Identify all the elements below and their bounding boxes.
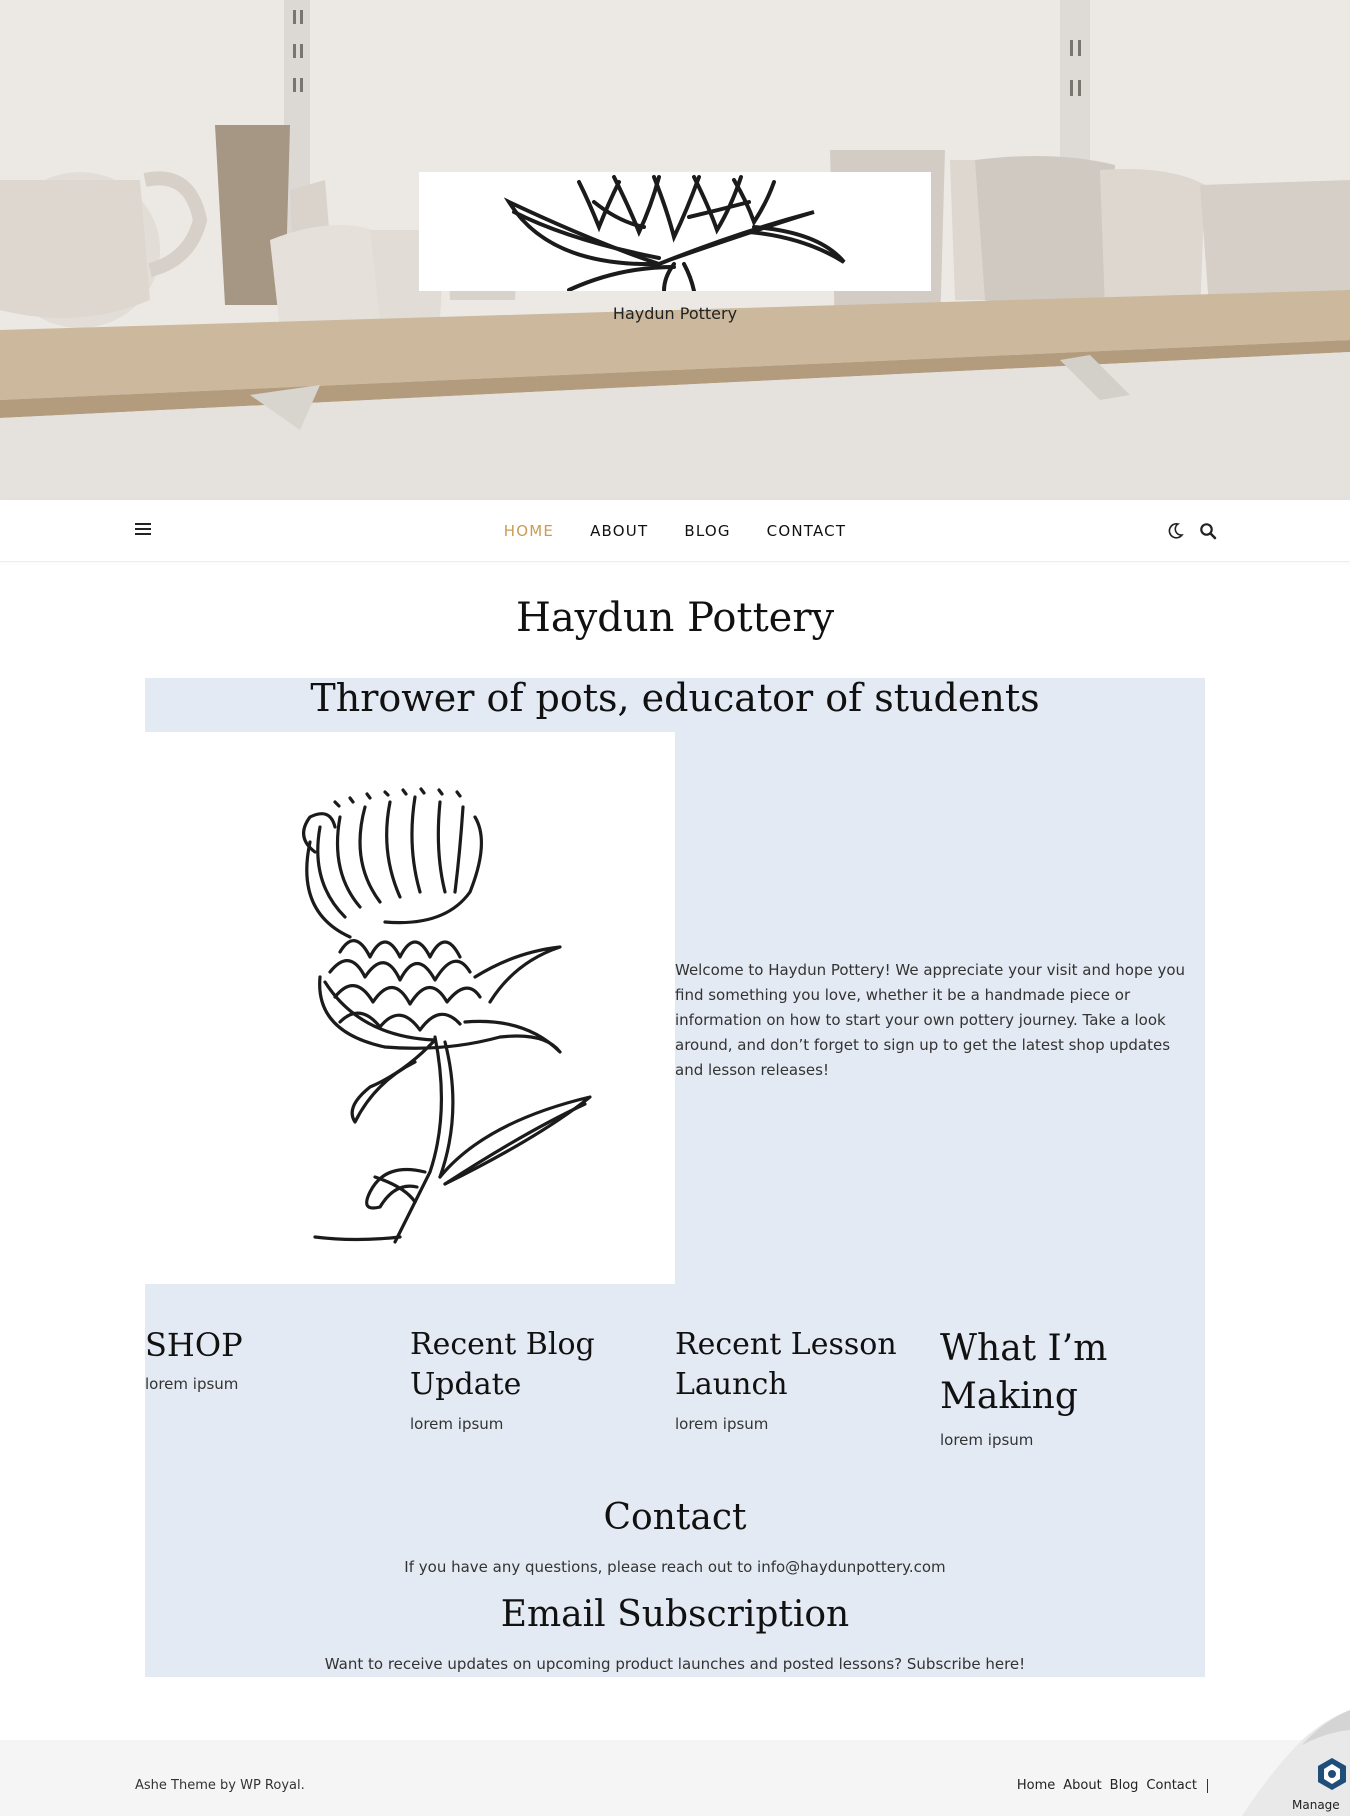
card-text: lorem ipsum — [410, 1415, 504, 1433]
footer-link-blog[interactable]: Blog — [1109, 1778, 1139, 1793]
card-text: lorem ipsum — [675, 1415, 769, 1433]
dark-mode-moon-icon[interactable] — [1165, 521, 1185, 541]
nav-item-contact[interactable]: CONTACT — [766, 522, 847, 540]
card-title: SHOP — [145, 1326, 243, 1364]
hero-header — [0, 0, 1350, 500]
wp-royal-link[interactable]: WP Royal — [240, 1778, 301, 1793]
card-title: Recent Lesson Launch — [675, 1327, 897, 1402]
subscription-heading: Email Subscription — [500, 1594, 850, 1635]
contact-text: If you have any questions, please reach out to info@haydunpottery.com — [404, 1558, 946, 1576]
manage-label[interactable]: Manage — [1292, 1798, 1340, 1812]
footer-link-contact[interactable]: Contact — [1146, 1778, 1197, 1793]
footer-link-home[interactable]: Home — [1016, 1778, 1056, 1793]
card-text: lorem ipsum — [940, 1431, 1034, 1449]
welcome-text: Welcome to Haydun Pottery! We appreciate your visit and hope you find something you love, whether it be a handmade piece or information on how to start your own pottery journey. Take a look around, and don’t forget to sign up to get the latest shop updates and lesson releases! — [675, 961, 1186, 1079]
nav-item-blog[interactable]: BLOG — [684, 522, 731, 540]
intro-heading: Thrower of pots, educator of students — [310, 676, 1040, 720]
site-logo[interactable] — [419, 172, 931, 291]
thistle-illustration — [145, 732, 675, 1284]
footer-menu — [1017, 1778, 1208, 1793]
footer-link-about[interactable]: About — [1063, 1778, 1102, 1793]
credit-prefix: Ashe Theme by — [135, 1778, 241, 1793]
making-card — [940, 1325, 1205, 1449]
search-icon[interactable] — [1198, 521, 1218, 541]
footer-credit — [135, 1778, 305, 1793]
contact-heading: Contact — [603, 1497, 747, 1538]
page-title: Haydun Pottery — [515, 595, 835, 641]
footer-divider — [1207, 1779, 1208, 1793]
site-footer — [0, 1740, 1350, 1816]
subscription-text: Want to receive updates on upcoming product launches and posted lessons? Subscribe here! — [324, 1655, 1026, 1673]
site-tagline: Haydun Pottery — [612, 304, 738, 323]
blog-card — [410, 1325, 680, 1433]
lesson-card — [675, 1325, 940, 1433]
thistle-logo-icon — [419, 172, 931, 291]
nav-item-about[interactable]: ABOUT — [590, 522, 649, 540]
shop-card — [145, 1325, 410, 1393]
credit-suffix: . — [300, 1778, 305, 1793]
card-text: lorem ipsum — [145, 1375, 239, 1393]
nav-menu — [0, 500, 1350, 562]
nav-item-home[interactable]: HOME — [503, 522, 555, 540]
card-title: Recent Blog Update — [410, 1327, 595, 1402]
main-navigation — [0, 500, 1350, 562]
card-title: What I’m Making — [940, 1328, 1108, 1417]
thistle-drawing-icon — [145, 732, 675, 1284]
